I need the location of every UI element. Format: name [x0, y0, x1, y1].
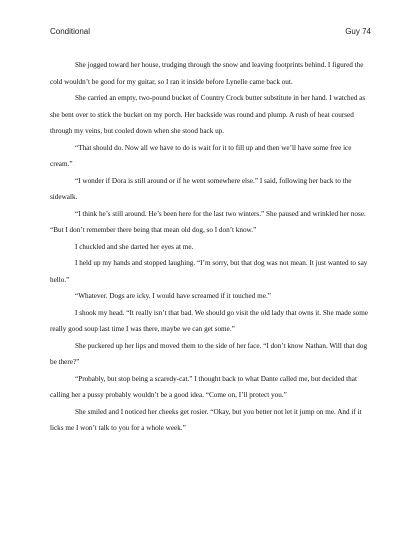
paragraph: I held up my hands and stopped laughing. “I’m sorry, but that dog was not mean. It just wanted to say hello.” [50, 259, 368, 284]
paragraph: “Probably, but stop being a scaredy-cat.” I thought back to what Dante called me, but decided that calling her a pussy probably wouldn’t be a good idea. “Come on, I’ll protect you.” [50, 374, 357, 399]
paragraph: I shook my head. “It really isn’t that bad. We should go visit the old lady that owns it. She made some really good soup last time I was there, maybe we can get some.” [50, 308, 368, 333]
paragraph: She smiled and I noticed her cheeks get rosier. “Okay, but you better not let it jump on me. And if it licks me I won’t talk to you for a whole week.” [50, 407, 362, 432]
header-title: Conditional [50, 27, 91, 36]
paragraph: “That should do. Now all we have to do is wait for it to fill up and then we’ll have some free ice cream.” [50, 143, 352, 168]
paragraph: She jogged toward her house, trudging through the snow and leaving footprints behind. I figured the cold wouldn’t be good for my guitar, so I ran it inside before Lynelle came back out. [50, 61, 364, 86]
paragraph: I chuckled and she darted her eyes at me. [75, 242, 194, 251]
paragraph: “I think he’s still around. He’s been here for the last two winters.” She paused and wrinkled her nose. “But I don’t remember there being that mean old dog, so I don’t know.” [50, 209, 366, 234]
body-text [50, 57, 371, 437]
paragraph: She puckered up her lips and moved them to the side of her face. “I don’t know Nathan. Will that dog be there?” [50, 341, 368, 366]
paragraph: “Whatever. Dogs are icky. I would have screamed if it touched me.” [75, 292, 271, 300]
paragraph: She carried an empty, two-pound bucket of Country Crock butter substitute in her hand. I watched as she bent over to stick the bucket on my porch. Her backside was round and plump. A rush of heat coursed through my veins, but cooled down when she stood back up. [50, 94, 366, 135]
header-page-number: Guy 74 [345, 27, 371, 36]
paragraph: “I wonder if Dora is still around or if he went somewhere else.” I said, following her back to the sidewalk. [50, 176, 352, 201]
